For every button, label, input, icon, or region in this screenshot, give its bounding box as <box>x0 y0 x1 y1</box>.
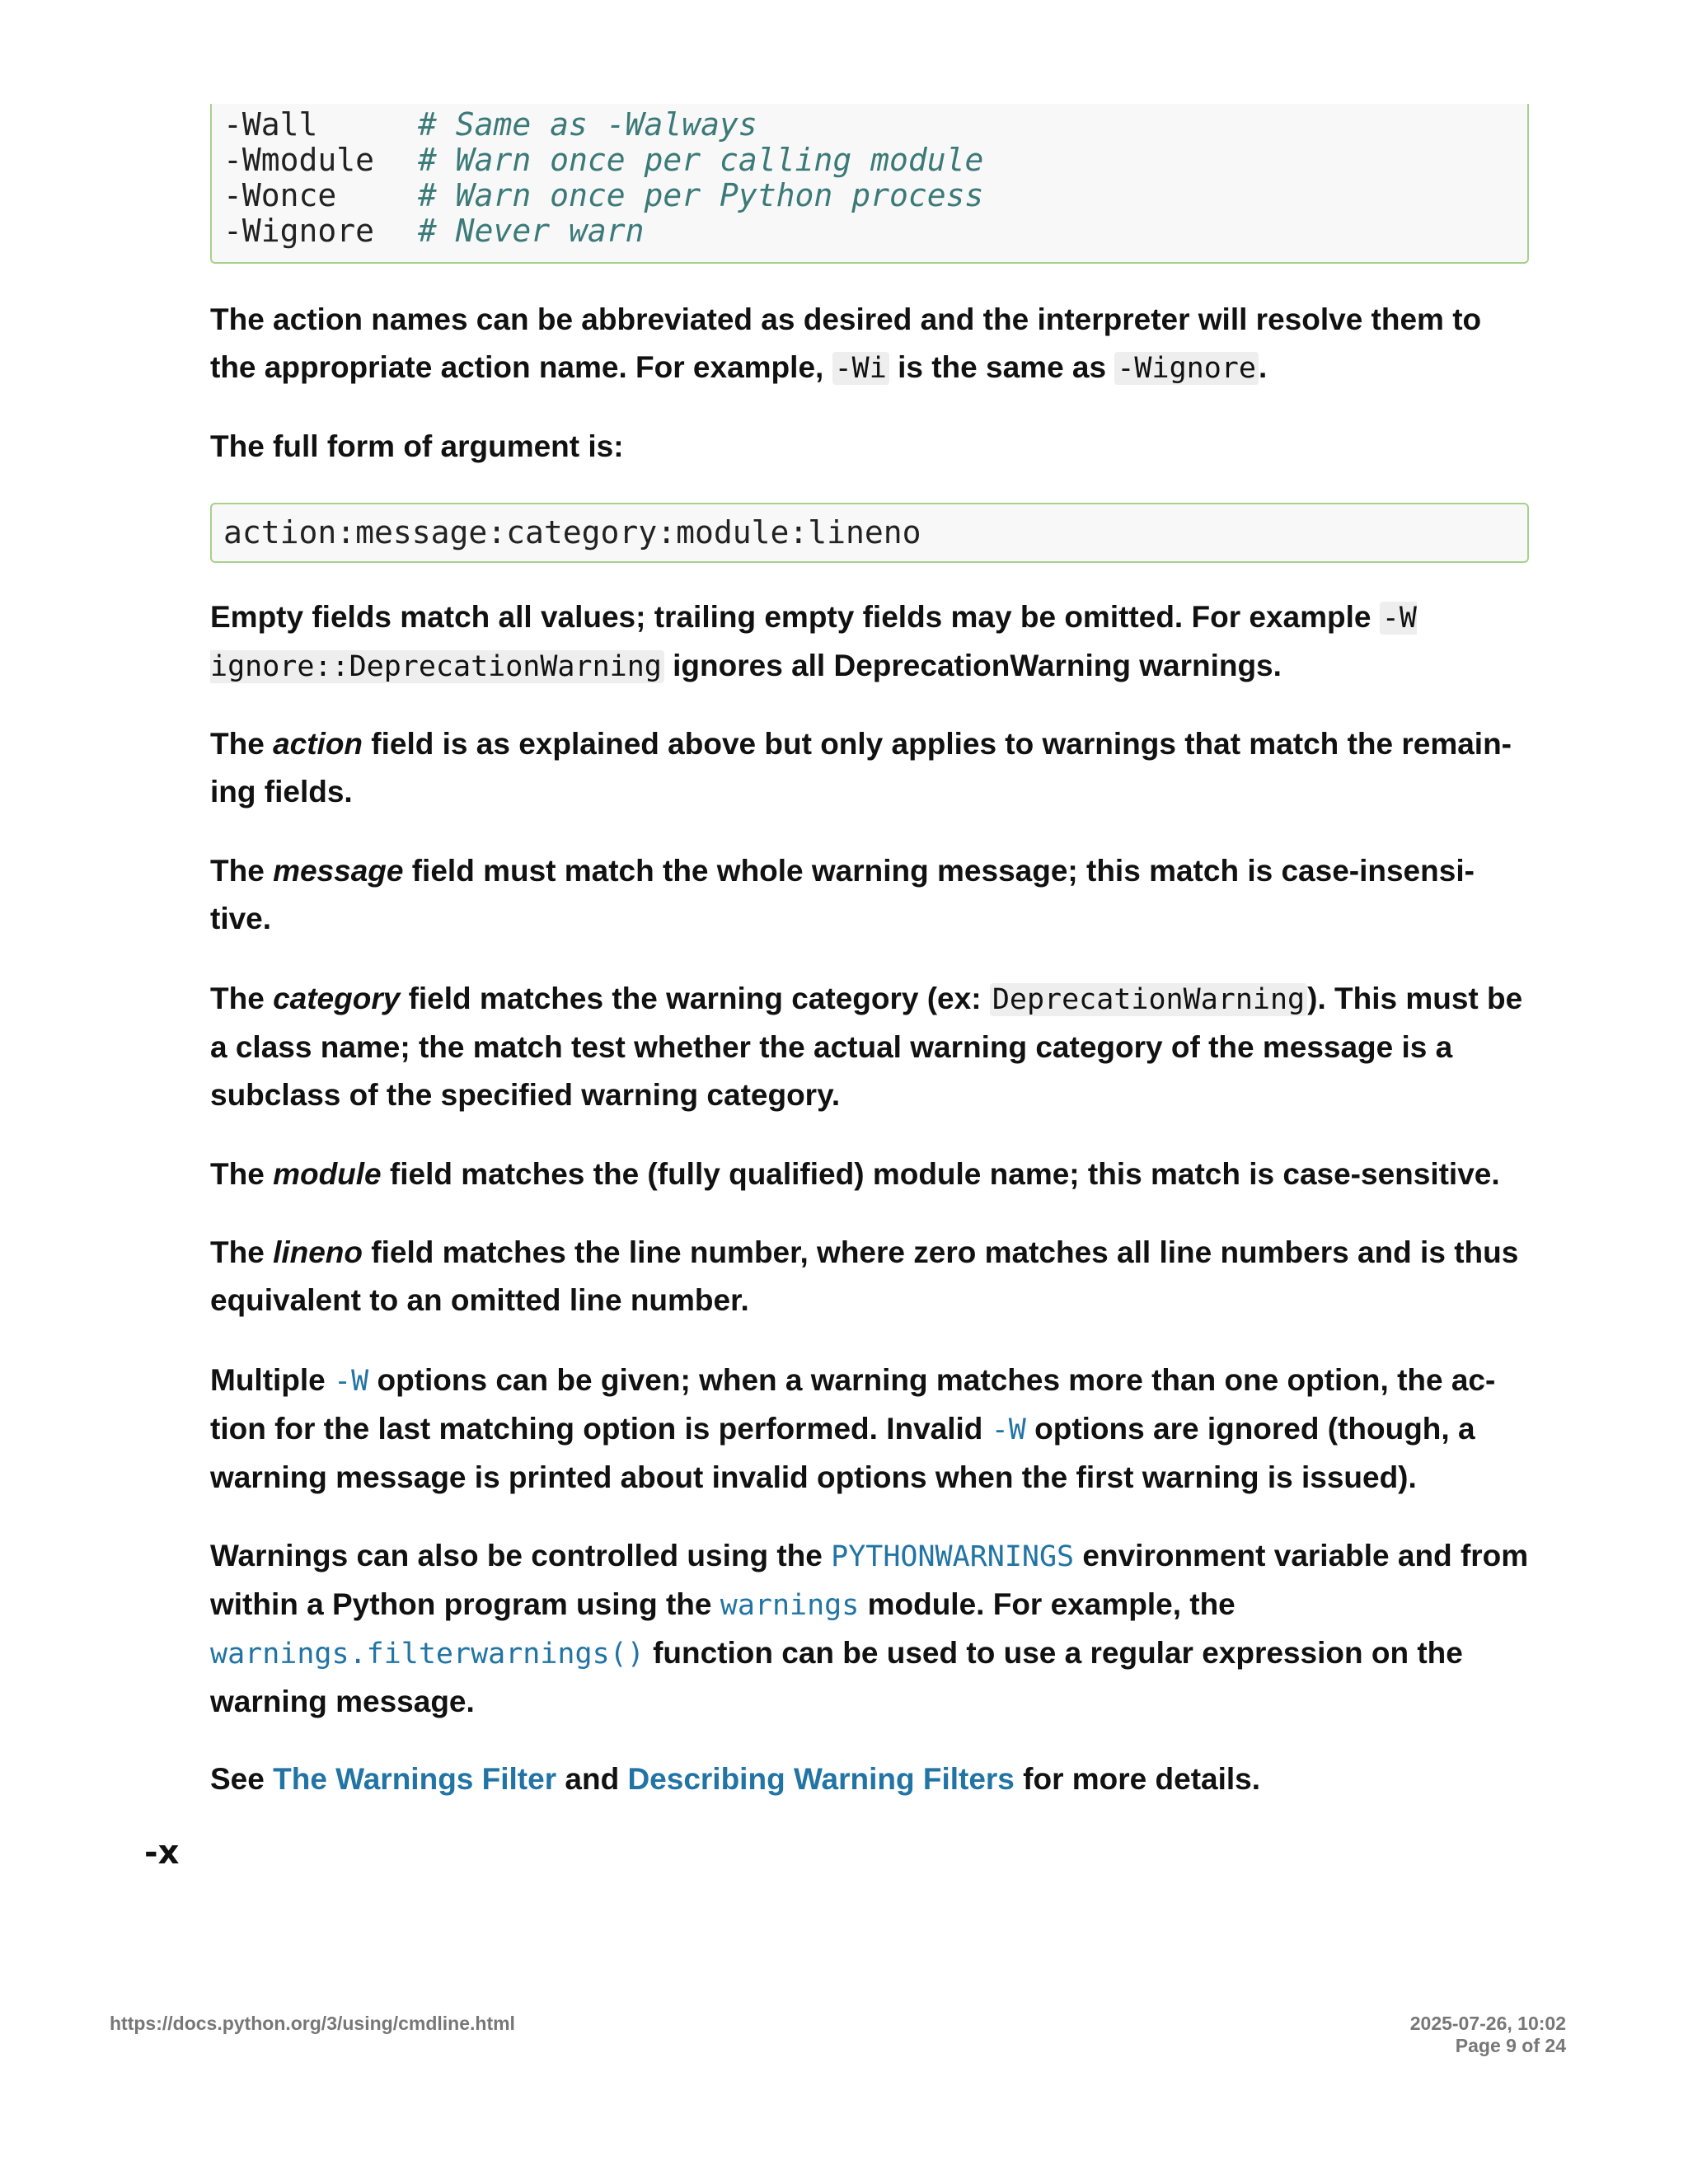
module-link[interactable]: warnings <box>720 1589 860 1622</box>
code-comment: # Never warn <box>418 213 645 249</box>
inline-code: DeprecationWarning <box>990 983 1307 1016</box>
environment-paragraph: Warnings can also be controlled using the PYTHONWARNINGS environment variable and from within a Python program using the warnings module. For example, the warnings.filterwarnings() function can be used to use a regular expression on the warning message. <box>210 1539 1529 1718</box>
function-link[interactable]: warnings.filterwarnings() <box>210 1638 645 1671</box>
category-field-paragraph: The category field matches the warning category (ex: DeprecationWarning). This must be a class name; the match test whether the actual warning category of the message is a subclass of the specified warning category. <box>210 982 1523 1112</box>
code-comment: # Warn once per Python process <box>418 177 984 213</box>
option-link[interactable]: -W <box>334 1365 369 1398</box>
code-comment: # Same as -Walways <box>418 106 757 143</box>
code-line <box>223 143 1516 178</box>
lineno-field-paragraph: The lineno field matches the line number, where zero matches all line numbers and is thus equivalent to an omitted line number. <box>210 1235 1519 1317</box>
module-field-paragraph: The module field matches the (fully qualified) module name; this match is case-sensitive. <box>210 1157 1500 1191</box>
warnings-filter-link[interactable]: The Warnings Filter <box>273 1762 557 1796</box>
describing-warning-filters-link[interactable]: Describing Warning Filters <box>627 1762 1015 1796</box>
multiple-options-paragraph: Multiple -W options can be given; when a warning matches more than one option, the ac-tion for the last matching option is performed. Invalid -W options are ignored (though, a warning message is printed about invalid options when the first warning is issued). <box>210 1363 1496 1494</box>
abbreviation-paragraph: The action names can be abbreviated as desired and the interpreter will resolve them to the appropriate action name. For example, -Wi is the same as -Wignore. <box>210 302 1482 385</box>
warning-actions-code-block <box>210 104 1529 264</box>
argument-form-code-block: action:message:category:module:lineno <box>210 503 1529 563</box>
code-option: -Wall <box>223 106 318 143</box>
footer-url: https://docs.python.org/3/using/cmdline.html <box>110 2013 515 2034</box>
code-line <box>223 178 1516 213</box>
inline-code: -W ignore::DeprecationWarning <box>210 602 1417 683</box>
inline-code: -Wi <box>832 352 889 385</box>
option-heading-x: -x <box>144 1834 180 1872</box>
option-link[interactable]: -W <box>991 1413 1026 1446</box>
message-field-paragraph: The message field must match the whole warning message; this match is case-insensi-tive. <box>210 854 1475 935</box>
footer-datetime: 2025-07-26, 10:02 <box>1409 2013 1566 2034</box>
code-option: -Wonce <box>223 177 337 213</box>
footer-page-number: Page 9 of 24 <box>1455 2035 1566 2056</box>
code-option: -Wignore <box>223 213 375 249</box>
inline-code: -Wignore <box>1114 352 1259 385</box>
full-form-paragraph: The full form of argument is: <box>210 429 624 463</box>
empty-fields-paragraph: Empty fields match all values; trailing empty fields may be omitted. For example -W ignore::DeprecationWarning ignores all DeprecationWarning warnings. <box>210 600 1417 683</box>
code-line <box>223 107 1516 143</box>
action-field-paragraph: The action field is as explained above but only applies to warnings that match the remain-ing fields. <box>210 727 1512 808</box>
footer-meta <box>1410 2013 1566 2057</box>
see-also-paragraph: See The Warnings Filter and Describing Warning Filters for more details. <box>210 1762 1261 1796</box>
envvar-link[interactable]: PYTHONWARNINGS <box>831 1540 1075 1573</box>
code-option: -Wmodule <box>223 142 375 178</box>
code-comment: # Warn once per calling module <box>418 142 984 178</box>
code-line <box>223 213 1516 249</box>
